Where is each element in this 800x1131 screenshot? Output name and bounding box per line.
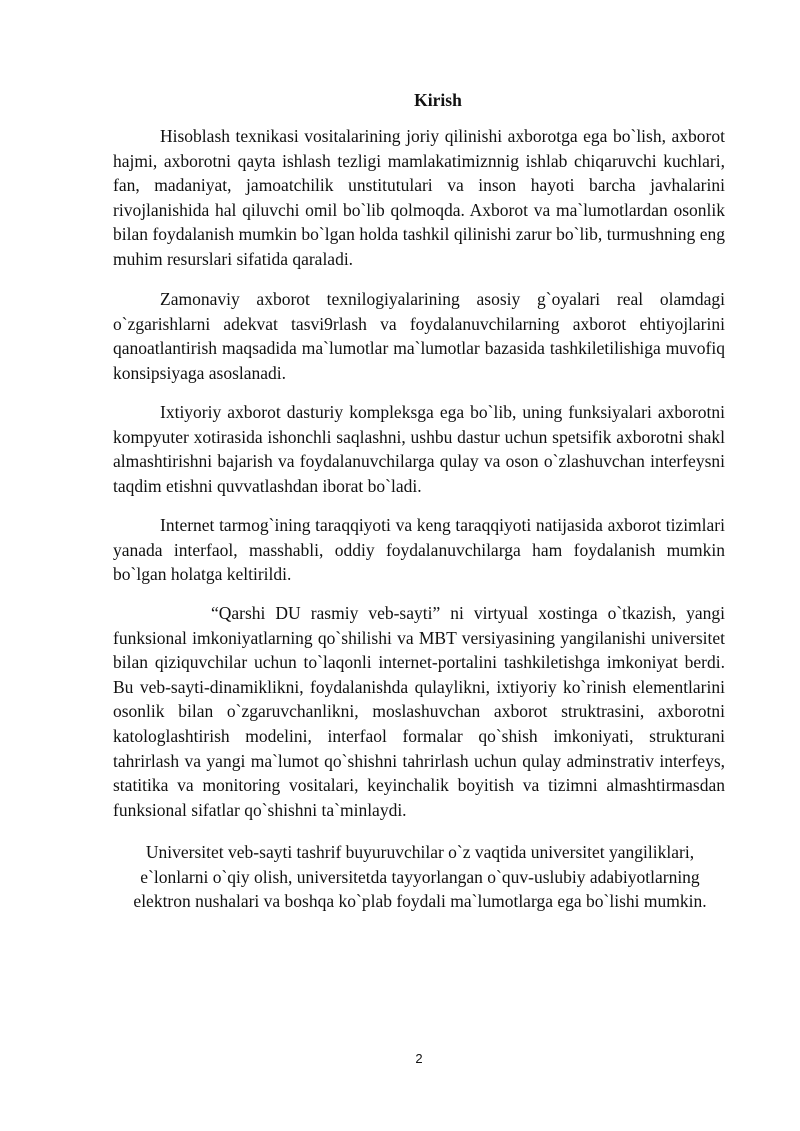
- paragraph-software-complex: Ixtiyoriy axborot dasturiy kompleksga ega bo`lib, uning funksiyalari axborotni kompyuter xotirasida ishonchli saqlashni, ushbu dastur uchun spetsifik axborotni shakl almashtirishni bajarish va foydalanuvchilarga qulay va oson o`zlashuvchan interfeysni taqdim etishni quvvatlashdan iborat bo`ladi.: [113, 402, 725, 496]
- paragraph-modern-technologies: Zamonaviy axborot texnilogiyalarining asosiy g`oyalari real olamdagi o`zgarishlarni adekvat tasvi9rlash va foydalanuvchilarning axborot ehtiyojlarini qanoatlantirish maqsadida ma`lumotlar ma`lumotlar bazasida tashkiletilishiga muvofiq konsipsiyaga asoslanadi.: [113, 289, 725, 383]
- page-number: 2: [415, 1051, 423, 1066]
- paragraph-intro: Hisoblash texnikasi vositalarining joriy qilinishi axborotga ega bo`lish, axborot hajmi, axborotni qayta ishlash tezligi mamlakatimiznnig ishlab chiqaruvchi kuchlari, fan, madaniyat, jamoatchilik unstitutulari va inson hayoti barcha javhalarini rivojlanishida hal qiluvchi omil bo`lib qolmoqda. Axborot va ma`lumotlardan osonlik bilan foydalanish mumkin bo`lgan holda tashkil qilinishi zarur bo`lib, turmushning eng muhim resurslari sifatida qaraladi.: [113, 126, 725, 269]
- paragraph-website-visitors: Universitet veb-sayti tashrif buyuruvchilar o`z vaqtida universitet yangiliklari, e`lonlarni o`qiy olish, universitetda tayyorlangan o`quv-uslubiy adabiyotlarning elektron nushalari va boshqa ko`plab foydali ma`lumotlarga ega bo`lishi mumkin.: [133, 842, 707, 912]
- section-title: Kirish: [414, 90, 462, 110]
- paragraph-website-migration: “Qarshi DU rasmiy veb-sayti” ni virtyual xostinga o`tkazish, yangi funksional imkoniyatlarning qo`shilishi va MBT versiyasining yangilanishi universitet bilan qiziquvchilar uchun to`laqonli internet-portalini tashkiletishga imkoniyat berdi. Bu veb-sayti-dinamiklikni, foydalanishda qulaylikni, ixtiyoriy ko`rinish elementlarini osonlik bilan o`zgaruvchanlikni, moslashuvchan axborot struktrasini, axborotni katologlashtirish modelini, interfaol formalar qo`shish imkoniyati, strukturani tahrirlash va yangi ma`lumot qo`shishni tahrirlash uchun qulay adminstrativ interfeys, statitika va monitoring vositalari, keyinchalik boyitish va tizimni almashtirmasdan funksional sifatlar qo`shishni ta`minlaydi.: [113, 603, 725, 820]
- paragraph-internet-development: Internet tarmog`ining taraqqiyoti va keng taraqqiyoti natijasida axborot tizimlari yanada interfaol, masshabli, oddiy foydalanuvchilarga ham foydalanish mumkin bo`lgan holatga keltirildi.: [113, 515, 725, 585]
